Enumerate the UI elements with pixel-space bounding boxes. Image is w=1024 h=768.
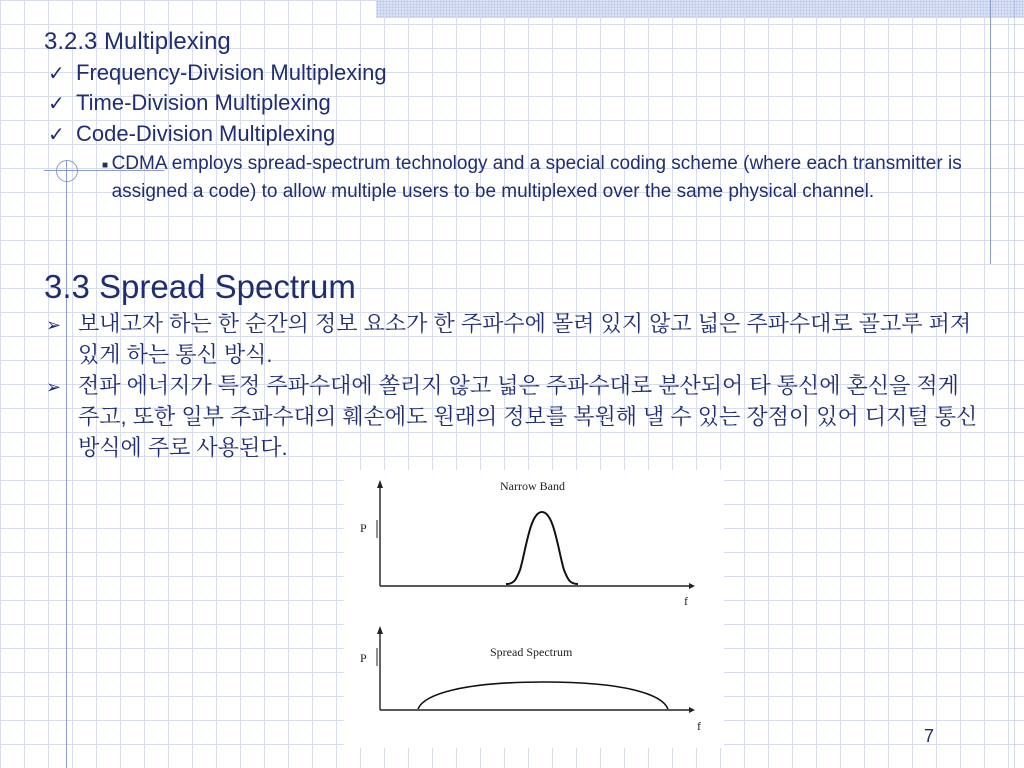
decorative-vertical-line <box>66 160 67 768</box>
narrow-y-arrow-icon <box>377 480 383 488</box>
spread-x-arrow-icon <box>689 707 695 713</box>
spread-title: Spread Spectrum <box>490 645 573 659</box>
spread-y-label: P <box>360 651 367 665</box>
square-bullet-icon: ■ <box>102 160 109 171</box>
cdma-bullet <box>102 150 972 206</box>
arrow-bullet-icon: ➢ <box>46 377 62 397</box>
check-item-label: Frequency-Division Multiplexing <box>76 60 387 85</box>
arrow-bullet-2 <box>46 370 986 463</box>
check-item-label: Time-Division Multiplexing <box>76 90 331 115</box>
section-heading-multiplexing: 3.2.3 Multiplexing <box>44 28 231 55</box>
check-item-label: Code-Division Multiplexing <box>76 121 336 146</box>
arrow-bullet-icon: ➢ <box>46 315 62 335</box>
checkmark-icon: ✓ <box>48 123 65 146</box>
check-item-tdm <box>48 90 331 116</box>
narrow-x-label: f <box>684 594 688 608</box>
page-number: 7 <box>924 726 935 746</box>
checkmark-icon: ✓ <box>48 62 65 85</box>
decorative-circle <box>56 160 78 182</box>
narrow-title: Narrow Band <box>500 479 565 493</box>
spread-x-label: f <box>697 719 701 733</box>
right-divider-line <box>990 0 991 264</box>
check-item-cdm <box>48 121 335 147</box>
arrow-bullet-1 <box>46 308 986 370</box>
check-item-fdm <box>48 60 387 86</box>
spectrum-figure <box>344 470 724 748</box>
cdma-bullet-text: CDMA employs spread-spectrum technology and a special coding scheme (where each transmitter is assigned a code) to allow multiple users to be multiplexed over the same physical channel. <box>111 153 962 202</box>
arrow-bullet-text: 전파 에너지가 특정 주파수대에 쏠리지 않고 넓은 주파수대로 분산되어 타 통신에 혼신을 적게 주고, 또한 일부 주파수대의 훼손에도 원래의 정보를 복원해 낼 수 있는 장점이 있어 디지털 통신 방식에 주로 사용된다. <box>78 373 978 460</box>
section-heading-spread-spectrum: 3.3 Spread Spectrum <box>44 268 356 305</box>
spread-y-arrow-icon <box>377 626 383 634</box>
narrow-x-arrow-icon <box>689 583 695 589</box>
spectrum-diagram <box>344 470 724 748</box>
arrow-bullet-text: 보내고자 하는 한 순간의 정보 요소가 한 주파수에 몰려 있지 않고 넓은 주파수대로 골고루 퍼져 있게 하는 통신 방식. <box>78 311 972 367</box>
top-decorative-band <box>376 0 1024 18</box>
spread-spectrum-curve <box>418 682 668 709</box>
checkmark-icon: ✓ <box>48 92 65 115</box>
narrow-band-curve <box>506 512 578 584</box>
right-edge-line <box>1014 0 1015 768</box>
narrow-y-label: P <box>360 521 367 535</box>
